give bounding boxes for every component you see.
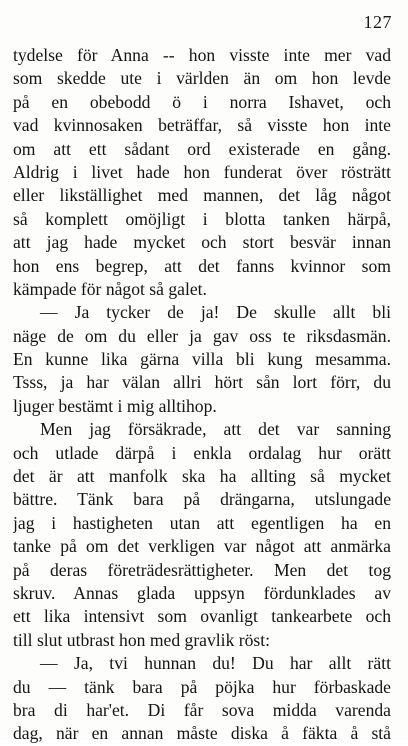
- text-line: ett lika intensivt som ovanligt tankearbete och: [13, 606, 391, 627]
- text-line: på deras företrädesrättigheter. Men det tog: [13, 559, 391, 580]
- text-line: på en obebodd ö i norra Ishavet, och: [13, 91, 391, 112]
- text-line: som skedde ute i världen än om hon levde: [13, 68, 391, 89]
- text-line: att jag hade mycket och stort besvär innan: [13, 232, 391, 253]
- text-line: du — tänk bara på pöjka hur förbaskade: [13, 676, 391, 697]
- text-line: ljuger bestämt i mig alltihop.: [13, 395, 217, 416]
- text-line: kämpade för något så galet.: [13, 278, 207, 299]
- text-line: eller likställighet med mannen, det låg något: [13, 185, 391, 206]
- text-line: En kunne lika gärna villa bli kung mesamma.: [13, 349, 391, 370]
- text-line: — Ja tycker de ja! De skulle allt bli: [40, 302, 391, 323]
- text-line: det är att manfolk ska ha allting så mycket: [13, 466, 391, 487]
- text-line: — Ja, tvi hunnan du! Du har allt rätt: [40, 653, 391, 674]
- text-line: så komplett omöjligt i blotta tanken härpå,: [13, 208, 391, 229]
- text-line: vad kvinnosaken beträffar, så visste hon inte: [13, 115, 391, 136]
- text-line: Men jag försäkrade, att det var sanning: [40, 419, 391, 440]
- text-line: bra di har'et. Di får sova midda varenda: [13, 699, 391, 720]
- text-line: Aldrig i livet hade hon funderat över rösträtt: [13, 161, 391, 182]
- text-line: dag, när en annan måste diska å fäkta å stå: [13, 723, 391, 744]
- text-line: om att ett sådant ord existerade en gång.: [13, 138, 391, 159]
- text-line: tanke på om det verkligen var något att anmärka: [13, 536, 391, 557]
- text-line: jag i hastigheten utan att egentligen ha en: [13, 512, 391, 533]
- page-number: 127: [363, 12, 392, 32]
- text-line: tydelse för Anna -- hon visste inte mer vad: [13, 45, 391, 65]
- body-text: [13, 44, 391, 746]
- text-line: hon ens begrep, att det fanns kvinnor som: [13, 255, 391, 276]
- text-line: Tsss, ja har välan allri hört sån lort förr, du: [13, 372, 391, 393]
- text-line: bättre. Tänk bara på drängarna, utslungade: [13, 489, 391, 510]
- text-line: till slut utbrast hon med gravlik röst:: [13, 629, 271, 650]
- text-line: näge de om du eller ja gav oss te riksdasmän.: [13, 325, 391, 346]
- text-line: och utlade därpå i enkla ordalag hur orätt: [13, 442, 391, 463]
- text-line: skruv. Annas glada uppsyn fördunklades av: [13, 582, 391, 603]
